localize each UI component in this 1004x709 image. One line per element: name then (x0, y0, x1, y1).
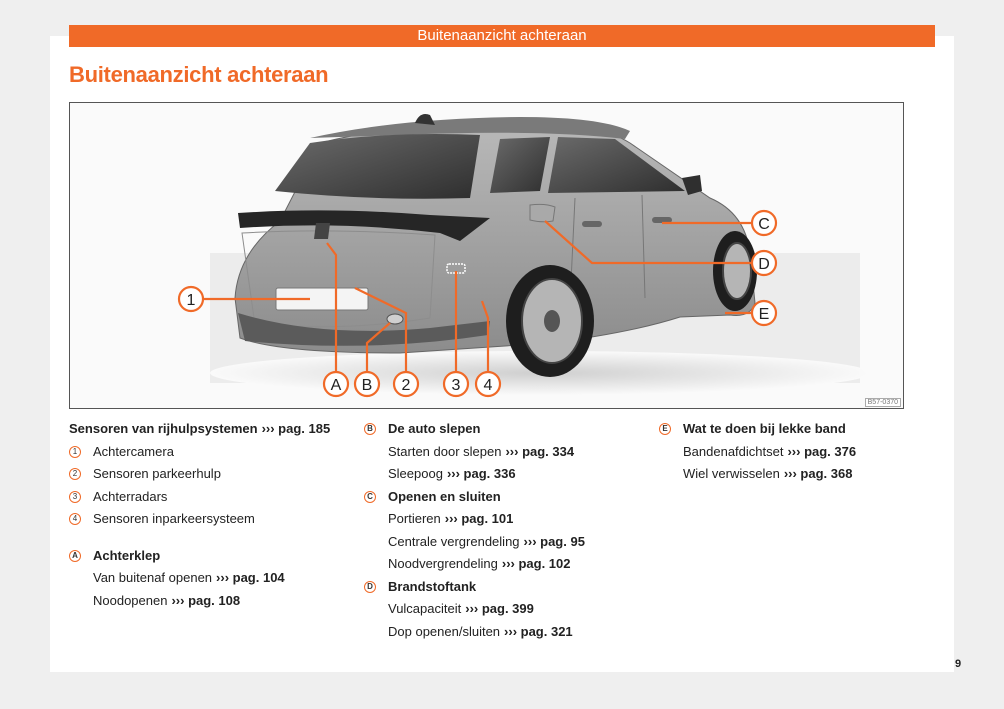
group-title: Wat te doen bij lekke band (683, 421, 846, 436)
list-item-text: Noodopenen (93, 592, 168, 608)
page-ref-link[interactable]: ››› pag. 95 (523, 533, 585, 549)
car-illustration (70, 103, 903, 408)
page-ref-link[interactable]: ››› pag. 368 (783, 466, 853, 481)
figure-code: B57-0370 (865, 398, 901, 407)
svg-text:1: 1 (186, 292, 196, 309)
page-ref-link[interactable]: ››› pag. 101 (444, 511, 514, 526)
group-title: Achterklep (93, 547, 161, 563)
callout-4 (476, 372, 500, 396)
column-2 (364, 418, 654, 643)
group-heading-e (659, 418, 949, 441)
letter-marker: E (659, 423, 671, 435)
callout-a (324, 372, 348, 396)
list-item-text: Achterradars (93, 488, 168, 504)
page-ref-link[interactable]: ››› pag. 104 (216, 570, 285, 585)
list-item-text: Sensoren parkeerhulp (93, 466, 221, 481)
group-heading-a (69, 545, 359, 568)
list-item (69, 508, 359, 531)
list-item (364, 553, 654, 576)
list-item (69, 567, 359, 590)
letter-marker: D (364, 581, 376, 593)
callout-2 (394, 372, 418, 396)
car-rear-figure (69, 102, 904, 409)
svg-text:D: D (758, 256, 770, 273)
page-ref-link[interactable]: ››› pag. 108 (171, 592, 241, 608)
page-ref-link[interactable]: ››› pag. 321 (504, 623, 573, 639)
page-ref-link[interactable]: ››› pag. 102 (501, 556, 571, 571)
group-title: Openen en sluiten (388, 488, 501, 504)
list-item-text: Bandenafdichtset (683, 443, 784, 459)
page-title: Buitenaanzicht achteraan (69, 62, 329, 87)
list-item-text: Centrale vergrendeling (388, 533, 520, 549)
list-item-text: Van buitenaf openen (93, 570, 213, 585)
page-ref-link[interactable]: ››› pag. 334 (505, 443, 575, 459)
svg-text:E: E (758, 306, 770, 323)
svg-text:3: 3 (451, 377, 461, 394)
group-heading-c (364, 486, 654, 509)
callout-c (752, 211, 776, 235)
number-marker: 3 (69, 491, 81, 503)
list-item (364, 531, 654, 554)
letter-marker: A (69, 550, 81, 562)
number-marker: 4 (69, 513, 81, 525)
list-item-text: Sleepoog (388, 466, 443, 481)
list-item-text: Achtercamera (93, 443, 174, 459)
list-item (69, 590, 359, 613)
page-ref-link[interactable]: ››› pag. 336 (446, 466, 516, 481)
section-header: Buitenaanzicht achteraan (69, 25, 935, 47)
page-ref-link[interactable]: ››› pag. 399 (465, 601, 534, 616)
sensors-heading (69, 418, 359, 441)
list-item (364, 463, 654, 486)
letter-marker: C (364, 491, 376, 503)
sensors-heading-link[interactable]: ››› pag. 185 (261, 421, 331, 436)
callout-1 (179, 287, 203, 311)
callout-3 (444, 372, 468, 396)
list-item (364, 598, 654, 621)
list-item (69, 486, 359, 509)
list-item-text: Noodvergrendeling (388, 556, 498, 571)
list-item (659, 463, 949, 486)
group-heading-d (364, 576, 654, 599)
page-ref-link[interactable]: ››› pag. 376 (787, 443, 857, 459)
svg-text:2: 2 (401, 377, 411, 394)
list-item-text: Vulcapaciteit (388, 601, 462, 616)
callout-e (752, 301, 776, 325)
list-item (69, 463, 359, 486)
list-item (364, 441, 654, 464)
group-title: Brandstoftank (388, 578, 477, 594)
sensors-heading-text: Sensoren van rijhulpsystemen (69, 421, 258, 436)
group-heading-b (364, 418, 654, 441)
list-item-text: Sensoren inparkeersysteem (93, 511, 255, 526)
column-1 (69, 418, 359, 612)
callout-b (355, 372, 379, 396)
list-item (364, 621, 654, 644)
svg-text:C: C (758, 216, 770, 233)
svg-text:A: A (330, 377, 342, 394)
svg-text:B: B (361, 377, 373, 394)
list-item-text: Starten door slepen (388, 443, 502, 459)
list-item-text: Dop openen/sluiten (388, 623, 501, 639)
number-marker: 1 (69, 446, 81, 458)
group-title: De auto slepen (388, 421, 481, 436)
column-3 (659, 418, 949, 486)
page-number: 9 (955, 658, 962, 670)
list-item (364, 508, 654, 531)
letter-marker: B (364, 423, 376, 435)
list-item (659, 441, 949, 464)
list-item-text: Wiel verwisselen (683, 466, 780, 481)
svg-text:4: 4 (483, 377, 493, 394)
list-item (69, 441, 359, 464)
callout-d (752, 251, 776, 275)
number-marker: 2 (69, 468, 81, 480)
list-item-text: Portieren (388, 511, 441, 526)
